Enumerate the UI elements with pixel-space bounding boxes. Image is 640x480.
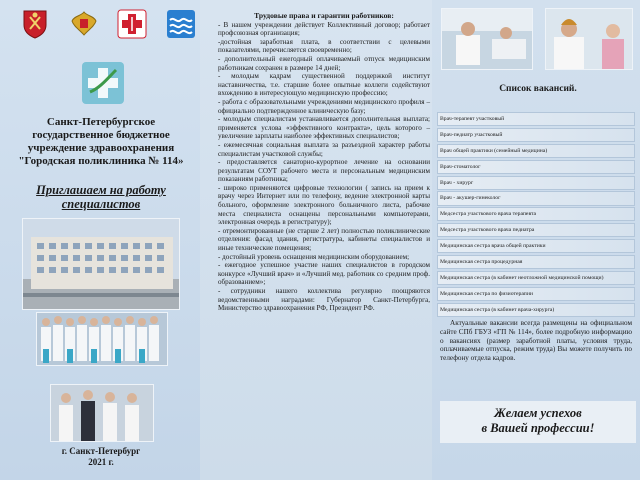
vacancy-item: Врач-терапевт участковый	[437, 112, 635, 126]
vacancy-item: Врач-стоматолог	[437, 160, 635, 174]
rights-item: - В нашем учреждении действует Коллективный договор; работает профсоюзная организация;	[218, 20, 430, 38]
city-label: г. Санкт-Петербург	[61, 446, 141, 456]
vacancy-item: Врач - акушер-гинеколог	[437, 191, 635, 205]
rights-item: - широко применяются цифровые технологии ( запись на прием к врачу через Интернет или по телефону, ведение электронной карты больного, оформление электронного больничного листа, рабочие места специалиста оснащены персональными компьютерами, электронная очередь в регистратуру);	[218, 183, 430, 227]
worker-rights-title: Трудовые права и гарантии работников:	[254, 11, 394, 20]
vacancy-item: Врач-педиатр участковый	[437, 128, 635, 142]
vacancy-item: Медицинская сестра (в кабинет неотложной медицинской помощи)	[437, 271, 635, 285]
rights-item: - молодым кадрам существенной поддержкой институт наставничества, т.е. старшие более опытные коллеги содействуют вхождению в интересующую медицинскую профессию;	[218, 72, 430, 98]
vacancy-item: Медсестра участкового врача терапевта	[437, 207, 635, 221]
vacancy-item: Медицинская сестра процедурная	[437, 255, 635, 269]
coat-of-arms-russia-icon	[69, 8, 99, 40]
doctor-photo	[441, 8, 533, 70]
rights-item: -достойная заработная плата, в соответствии с целевыми показателями, перечисляется своевременно;	[218, 37, 430, 55]
wish-line-2: в Вашей профессии!	[481, 421, 595, 435]
city-year	[8, 446, 194, 468]
clinic-logo-icon	[82, 62, 124, 104]
staff-group-photo	[36, 312, 168, 366]
rights-item: - дополнительный ежегодный оплачиваемый отпуск медицинским работникам сохранен в размере 14 дней;	[218, 54, 430, 72]
rights-item: - отремонтированные (не старше 2 лет) полностью поликлинические отделения: фасад здания, регистратура, кабинеты специалистов и иные технические помещения;	[218, 226, 430, 253]
year-label: 2021 г.	[88, 457, 114, 467]
rights-item: - ежегодное успешное участие наших специалистов в городском конкурсе «Лучший врач» и «Лучший мед. работник со средним проф. образованием»;	[218, 261, 430, 287]
rights-item: - сотрудники нашего коллектива регулярно поощряются ведомственными наградами: Губернатор Санкт-Петербурга, Министерство здравоохранения РФ, Президент РФ.	[218, 287, 430, 313]
invite-heading: Приглашаем на работу специалистов	[36, 183, 166, 211]
vacancy-item: Врач общей практики (семейный медицина)	[437, 144, 635, 158]
wish-line-1: Желаем успехов	[494, 406, 582, 420]
wish-box	[440, 401, 636, 443]
vacancy-item: Медицинская сестра (в кабинет врача-хирурга)	[437, 303, 635, 317]
pediatrics-photo	[545, 8, 633, 70]
vacancies-list	[437, 112, 635, 318]
worker-rights-section	[218, 12, 430, 313]
organization-name: Санкт-Петербургское государственное бюджетное учреждение здравоохранения "Городская поликлиника № 114»	[18, 116, 184, 167]
medical-cross-icon	[117, 8, 147, 40]
vacancies-title: Список вакансий.	[499, 84, 577, 94]
vacancy-item: Медицинская сестра врача общей практики	[437, 239, 635, 253]
building-photo	[22, 218, 180, 310]
vacancies-note: Актуальные вакансии всегда размещены на официальном сайте СПб ГБУЗ «ГП № 114», более подробную информацию о вакансиях (размер заработной платы, условия труда, оплачиваемые отпуска, режим труда) Вы можете получить по телефону отдела кадров.	[440, 319, 632, 363]
waves-logo-icon	[166, 8, 196, 40]
vacancy-item: Медсестра участкового врача педиатра	[437, 223, 635, 237]
vacancy-item: Медицинская сестра по физиотерапии	[437, 287, 635, 301]
award-photo	[50, 384, 154, 442]
rights-item: - молодым специалистам устанавливается дополнительная выплата; применяется услова «эффективного контракта», цель которого – увеличение зарплаты наиболее эффективных специалистов;	[218, 115, 430, 141]
vacancy-item: Врач - хирург	[437, 176, 635, 190]
coat-of-arms-spb-icon	[20, 8, 50, 40]
rights-item: - достойный уровень оснащения медицинским оборудованием;	[218, 252, 410, 261]
emblem-row	[20, 8, 196, 40]
rights-item: - предоставляется санаторно-курортное лечение на основании результатам СОУТ рабочего места и персональным медицинским показаниям работника;	[218, 158, 430, 184]
rights-item: - ежемесячная социальная выплата за разъездной характер работы специалистам участковой службы;	[218, 140, 430, 158]
rights-item: - работа с образовательными учреждениями медицинского профиля – официально подтвержденное клиническую базу;	[218, 97, 430, 115]
